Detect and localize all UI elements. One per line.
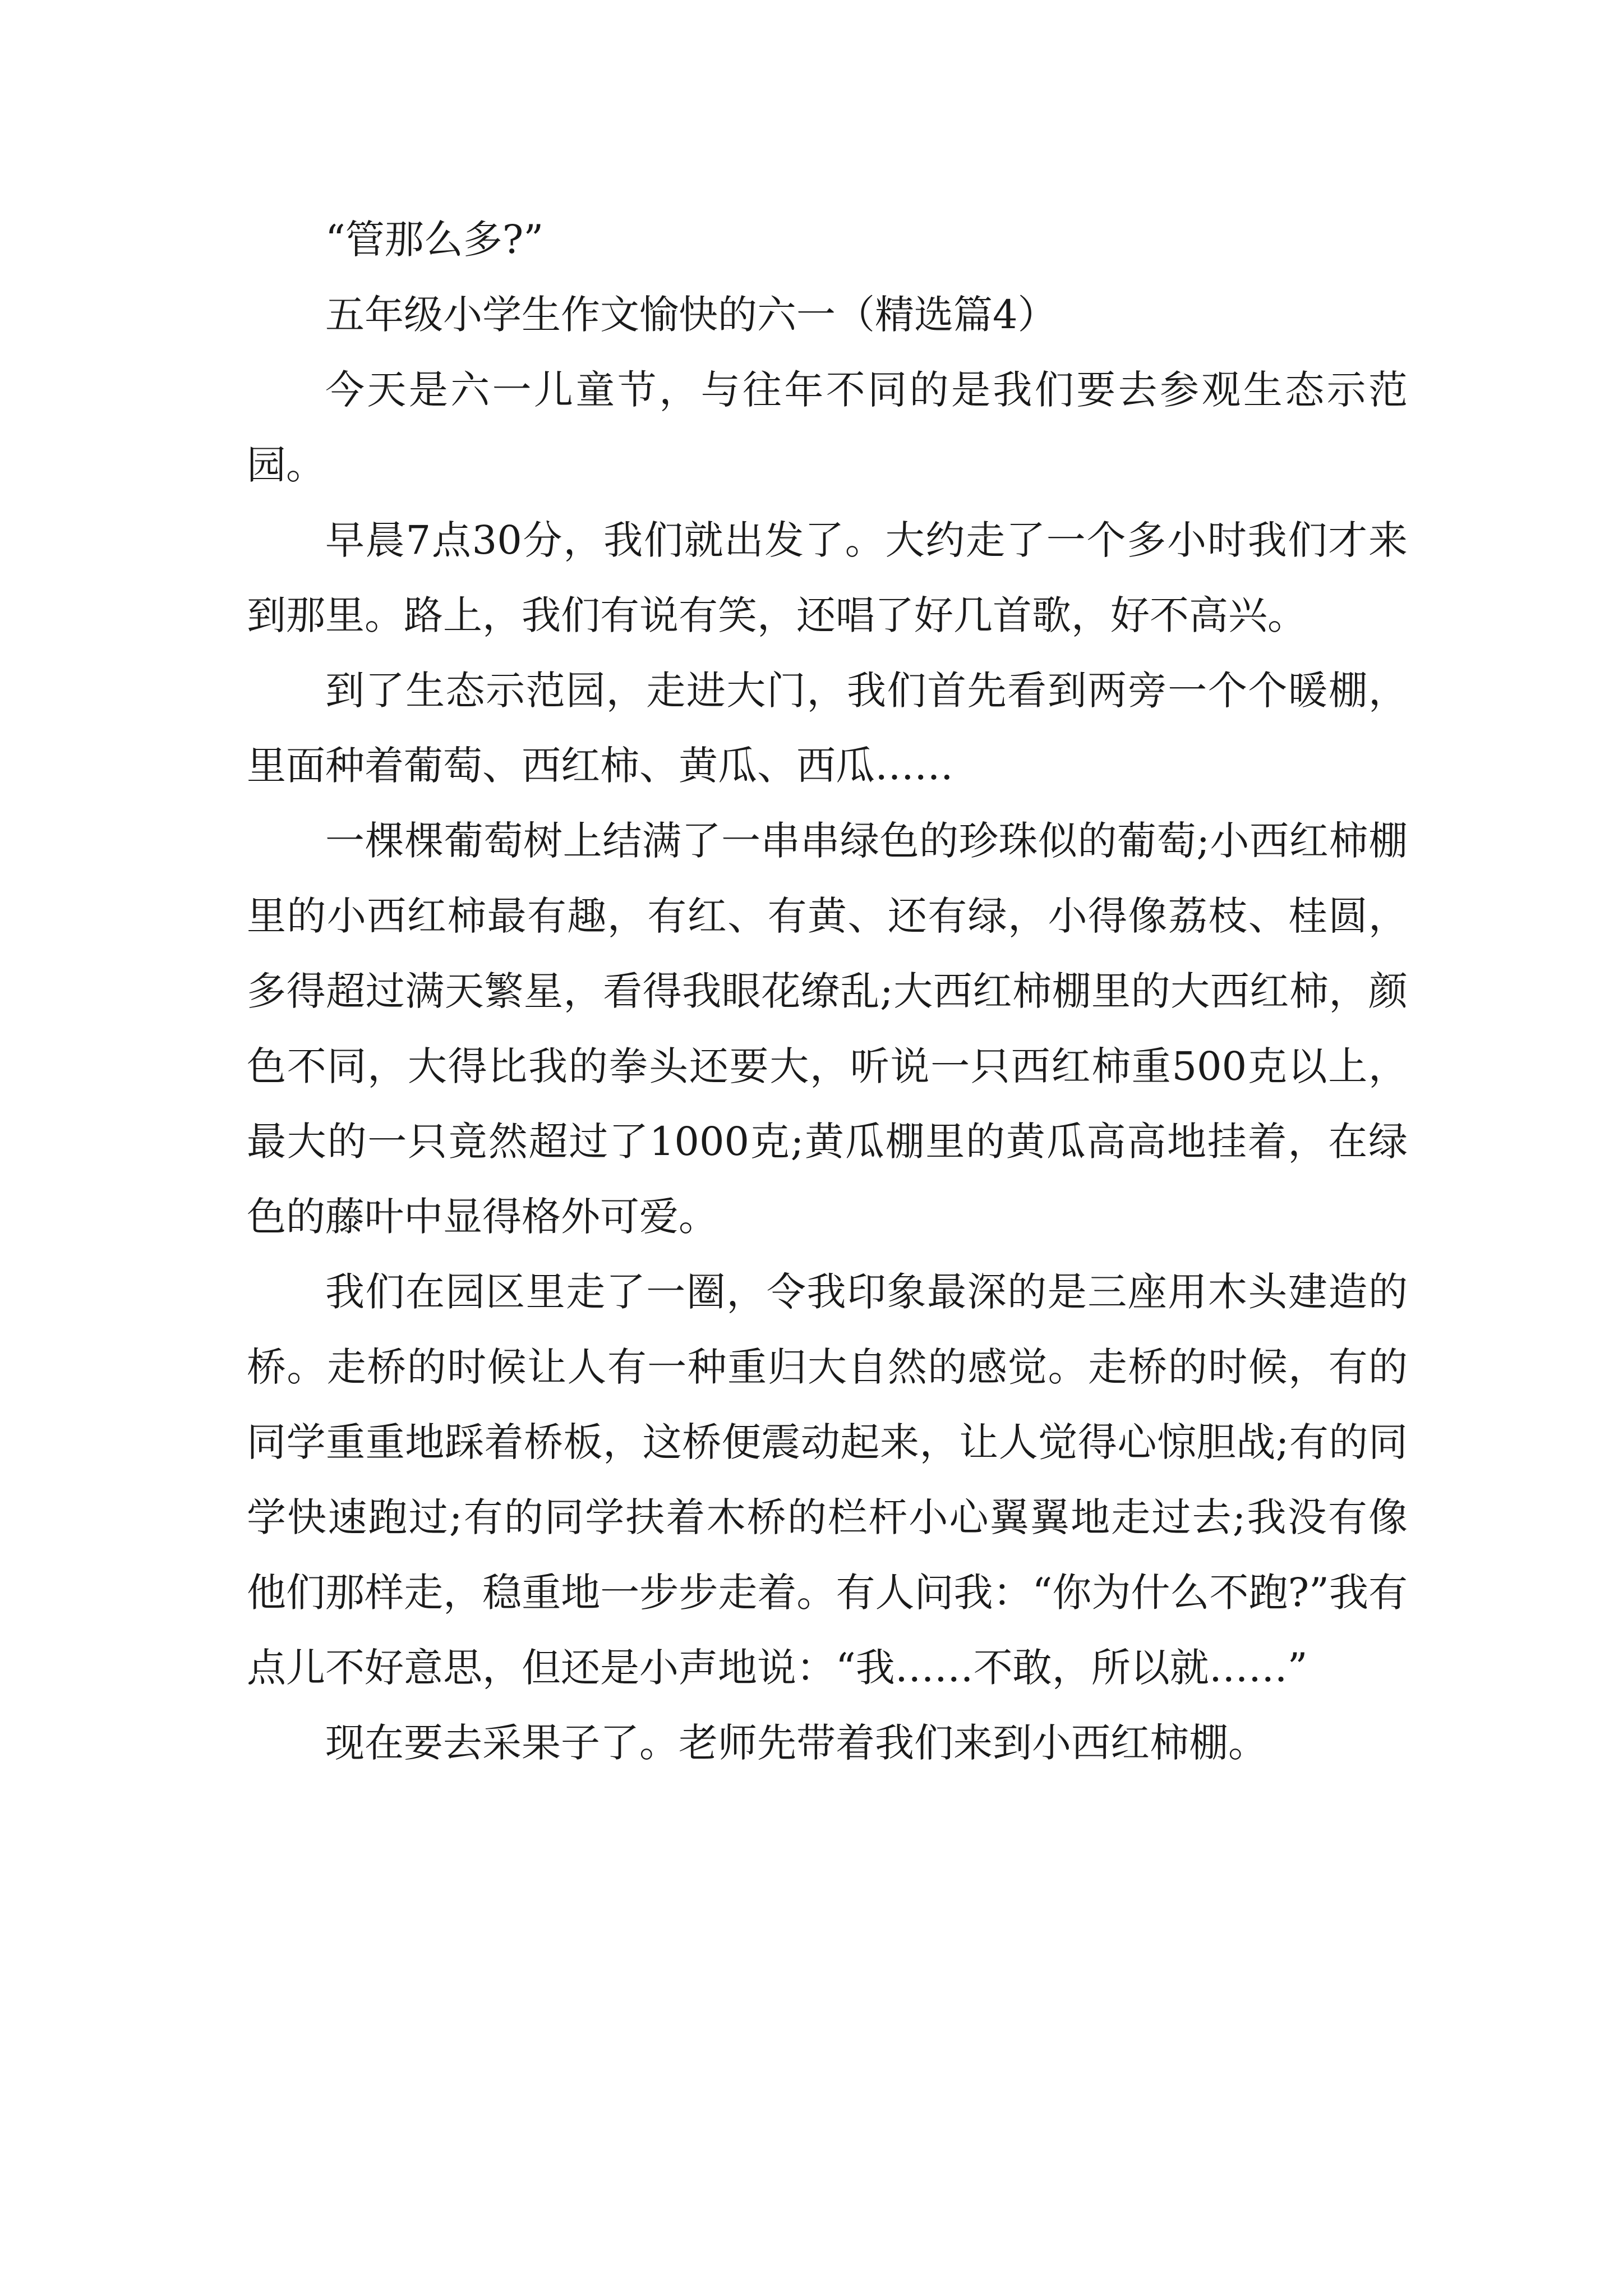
- paragraph-fruits: 一棵棵葡萄树上结满了一串串绿色的珍珠似的葡萄;小西红柿棚里的小西红柿最有趣，有红、有黄、还有绿，小得像荔枝、桂圆，多得超过满天繁星，看得我眼花缭乱;大西红柿棚里的大西红柿，颜色不同，大得比我的拳头还要大，听说一只西红柿重500克以上，最大的一只竟然超过了1000克;黄瓜棚里的黄瓜高高地挂着，在绿色的藤叶中显得格外可爱。: [247, 818, 1408, 1240]
- paragraph-quote: “管那么多?”: [325, 217, 544, 263]
- document-body: [247, 202, 1408, 1780]
- paragraph-departure: 早晨7点30分，我们就出发了。大约走了一个多小时我们才来到那里。路上，我们有说有笑，还唱了好几首歌，好不高兴。: [247, 517, 1408, 638]
- paragraph-intro: 今天是六一儿童节，与往年不同的是我们要去参观生态示范园。: [247, 367, 1408, 488]
- paragraph-greenhouses: 到了生态示范园，走进大门，我们首先看到两旁一个个暖棚，里面种着葡萄、西红柿、黄瓜、西瓜……: [247, 668, 1408, 789]
- paragraph-picking: 现在要去采果子了。老师先带着我们来到小西红柿棚。: [325, 1720, 1267, 1766]
- paragraph-bridges: 我们在园区里走了一圈，令我印象最深的是三座用木头建造的桥。走桥的时候让人有一种重归大自然的感觉。走桥的时候，有的同学重重地踩着桥板，这桥便震动起来，让人觉得心惊胆战;有的同学快速跑过;有的同学扶着木桥的栏杆小心翼翼地走过去;我没有像他们那样走，稳重地一步步走着。有人问我：“你为什么不跑?”我有点儿不好意思，但还是小声地说：“我……不敢，所以就……”: [247, 1269, 1408, 1691]
- section-heading: 五年级小学生作文愉快的六一（精选篇4）: [325, 292, 1057, 338]
